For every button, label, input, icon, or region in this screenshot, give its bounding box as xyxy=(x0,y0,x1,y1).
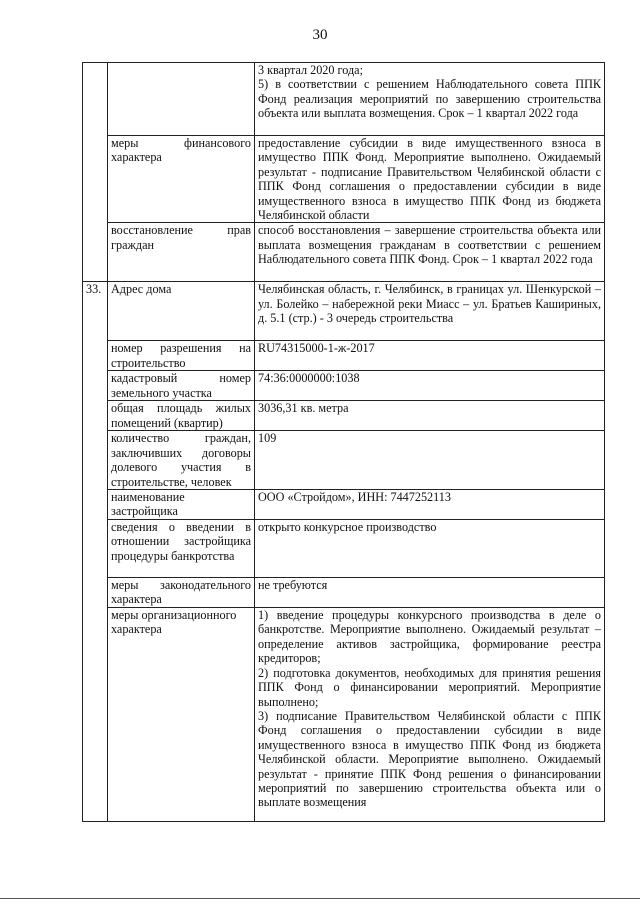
value-line: 3) подписание Правительством Челябинской области с ППК Фонд соглашения о предоставлении субсидии в виде имущественного взноса в имущество ППК Фонд из бюджета Челябинской области. Мероприятие выполнено. Ожидаемый результат - принятие ППК Фонд решения о финансировании мероприятий по завершению строительства объекта или о выплате возмещения xyxy=(258,708,601,810)
value-line: 3 квартал 2020 года; xyxy=(258,63,363,77)
row-value xyxy=(255,578,605,608)
row-value xyxy=(255,431,605,490)
row-value xyxy=(255,282,605,341)
table-row xyxy=(83,341,605,371)
row-value xyxy=(255,223,605,282)
row-label: общая площадь жилых помещений (квартир) xyxy=(108,401,255,431)
row-label: номер разрешения на строительство xyxy=(108,341,255,371)
table-row xyxy=(83,63,605,136)
table-row xyxy=(83,608,605,822)
value-line: не требуются xyxy=(258,578,328,593)
row-value xyxy=(255,341,605,371)
value-line: предоставление субсидии в виде имущественного взноса в имущество ППК Фонд. Мероприятие выполнено. Ожидаемый результат - подписание Правительством Челябинской области с ППК Фонд соглашения о предоставлении субсидии в виде имущественного взноса в имущество ППК Фонд из бюджета Челябинской области xyxy=(258,136,601,223)
row-value xyxy=(255,490,605,520)
row-value xyxy=(255,520,605,578)
value-line: 1) введение процедуры конкурсного производства в деле о банкротстве. Мероприятие выполнено. Ожидаемый результат – определение активов застройщика, формирование реестра кредиторов; xyxy=(258,608,601,666)
row-label: восстановление прав граждан xyxy=(108,223,255,282)
row-label: меры законодательного характера xyxy=(108,578,255,608)
table-row xyxy=(83,490,605,520)
table-row xyxy=(83,578,605,608)
row-number xyxy=(83,63,108,282)
table-row xyxy=(83,371,605,401)
table-row xyxy=(83,431,605,490)
value-line: 5) в соответствии с решением Наблюдательного совета ППК Фонд реализация мероприятий по завершению строительства объекта или выплата возмещения. Срок – 1 квартал 2022 года xyxy=(258,77,601,121)
row-value xyxy=(255,136,605,223)
table-row xyxy=(83,136,605,223)
table-row xyxy=(83,401,605,431)
row-label xyxy=(108,63,255,136)
row-label: количество граждан, заключивших договоры долевого участия в строительстве, человек xyxy=(108,431,255,490)
row-label: наименование застройщика xyxy=(108,490,255,520)
row-value xyxy=(255,63,605,136)
row-value xyxy=(255,401,605,431)
value-line: способ восстановления – завершение строительства объекта или выплата возмещения гражданам в соответствии с решением Наблюдательного совета ППК Фонд. Срок – 1 квартал 2022 года xyxy=(258,223,601,267)
table-row xyxy=(83,223,605,282)
value-line: 74:36:0000000:1038 xyxy=(258,371,360,386)
row-label: меры организационного характера xyxy=(108,608,255,822)
measures-table xyxy=(82,62,605,822)
row-number: 33. xyxy=(83,282,108,822)
row-label: меры финансового характера xyxy=(108,136,255,223)
value-line: RU74315000-1-ж-2017 xyxy=(258,341,375,356)
value-line: 3036,31 кв. метра xyxy=(258,401,349,416)
table-row xyxy=(83,282,605,341)
value-line: 2) подготовка документов, необходимых для принятия решения ППК Фонд о финансировании мероприятий. Мероприятие выполнено; xyxy=(258,665,601,709)
row-value xyxy=(255,608,605,822)
value-line: Челябинская область, г. Челябинск, в границах ул. Шенкурской – ул. Болейко – набережной реки Миасс – ул. Братьев Кашириных, д. 5.1 (стр.) - 3 очередь строительства xyxy=(258,282,601,326)
row-label: Адрес дома xyxy=(108,282,255,341)
row-label: кадастровый номер земельного участка xyxy=(108,371,255,401)
bottom-rule xyxy=(0,898,640,899)
value-line: ООО «Стройдом», ИНН: 7447252113 xyxy=(258,490,451,505)
page-number: 30 xyxy=(312,27,328,43)
table-row xyxy=(83,520,605,578)
value-line: открыто конкурсное производство xyxy=(258,520,437,535)
value-line: 109 xyxy=(258,431,277,446)
row-value xyxy=(255,371,605,401)
row-label: сведения о введении в отношении застройщика процедуры банкротства xyxy=(108,520,255,578)
